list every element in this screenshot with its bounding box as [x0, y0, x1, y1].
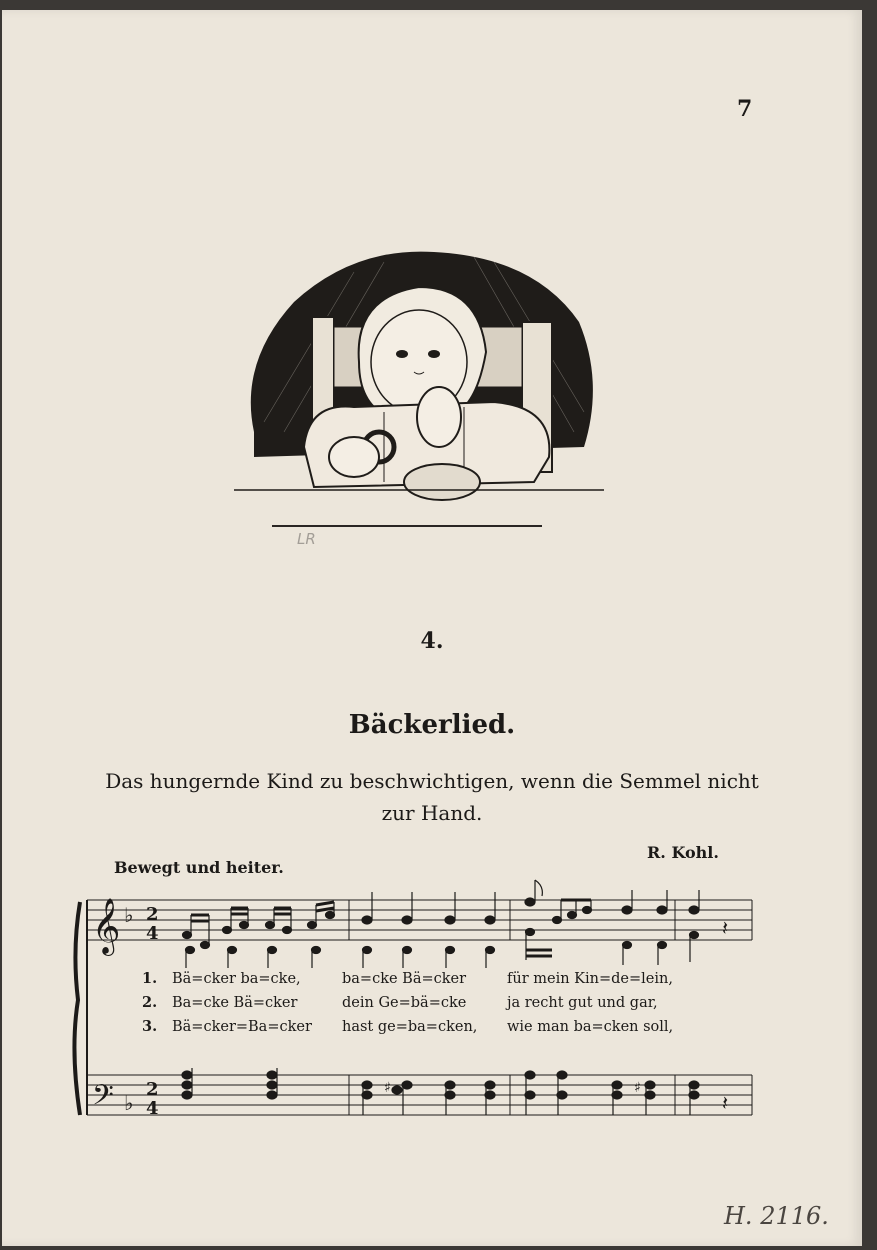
svg-text:♯: ♯ — [384, 1080, 391, 1096]
baby-illustration — [234, 242, 604, 512]
song-title: Bäckerlied. — [348, 710, 516, 740]
lyrics-line-3: 3. Bä=cker=Ba=cker hast ge=ba=cken, wie man ba=cken soll, — [142, 1018, 674, 1035]
svg-text:𝄽: 𝄽 — [722, 1091, 729, 1115]
page-number: 7 — [737, 96, 753, 122]
subtitle-line-1: Das hungernde Kind zu beschwichtigen, wenn die Semmel nicht — [105, 769, 759, 793]
book-page — [2, 10, 862, 1246]
composer-name: R. Kohl. — [647, 843, 719, 862]
handwritten-shelfmark: H. 2116. — [724, 1202, 829, 1230]
song-subtitle — [62, 765, 802, 829]
tempo-marking: Bewegt und heiter. — [114, 858, 284, 877]
svg-text:4: 4 — [146, 923, 159, 944]
bass-clef-icon: 𝄢 — [92, 1079, 114, 1119]
svg-text:𝄽: 𝄽 — [722, 916, 729, 940]
svg-text:4: 4 — [146, 1098, 159, 1119]
treble-clef-icon: 𝄞 — [92, 898, 121, 954]
svg-text:♭: ♭ — [124, 903, 134, 927]
svg-text:2: 2 — [146, 904, 159, 925]
artist-monogram: LR — [297, 530, 316, 548]
song-number: 4. — [420, 628, 444, 654]
svg-text:♭: ♭ — [124, 1091, 134, 1115]
subtitle-line-2: zur Hand. — [381, 801, 483, 825]
lyrics-line-1: 1. Bä=cker ba=cke, ba=cke Bä=cker für mein Kin=de=lein, — [142, 970, 673, 987]
svg-text:♯: ♯ — [634, 1080, 641, 1096]
illustration-baseline — [272, 525, 542, 527]
lyrics-line-2: 2. Ba=cke Bä=cker dein Ge=bä=cke ja recht gut und gar, — [142, 994, 658, 1011]
svg-text:2: 2 — [146, 1079, 159, 1100]
